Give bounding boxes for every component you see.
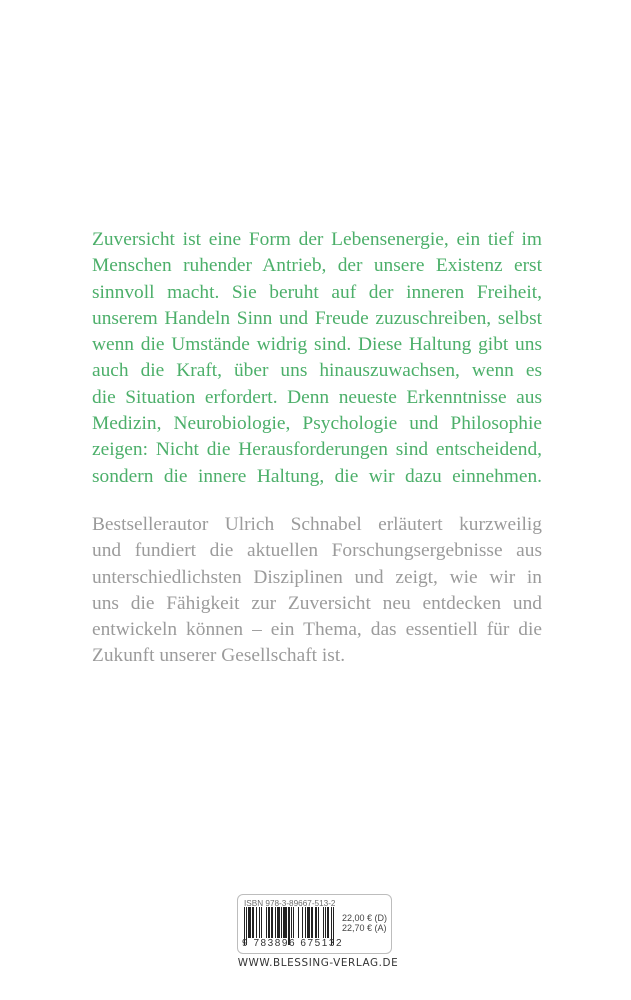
blurb-line: zeigen: Nicht die Herausforderungen sind entscheidend, [92, 439, 542, 461]
barcode-bar [281, 907, 282, 938]
blurb-line: Bestsellerautor Ulrich Schnabel erläutert kurzweilig [92, 514, 542, 535]
blurb-line: die Situation erfordert. Denn neueste Erkenntnisse aus [92, 386, 542, 408]
blurb-line: und fundiert die aktuellen Forschungsergebnisse aus [92, 540, 542, 562]
barcode-bar [266, 907, 267, 938]
blurb-line: Medizin, Neurobiologie, Psychologie und Philosophie [92, 413, 542, 435]
blurb-line: unterschiedlichsten Disziplinen und zeigt, wie wir in [92, 566, 542, 588]
barcode-bar [325, 907, 326, 938]
barcode-bar [286, 907, 287, 938]
price-germany: 22,00 € (D) [342, 913, 388, 923]
barcode-bar [302, 907, 303, 938]
barcode-bar [312, 907, 313, 938]
blurb-line: unserem Handeln Sinn und Freude zuzuschreiben, selbst [92, 307, 542, 329]
blurb-paragraph-2 [92, 512, 542, 670]
isbn-number: ISBN 978-3-89667-513-2 [244, 899, 336, 908]
barcode-label [237, 894, 392, 954]
barcode-bar [291, 907, 292, 938]
barcode-bar [298, 907, 299, 938]
barcode-bar [305, 907, 306, 938]
barcode-bar [279, 907, 280, 938]
barcode-bar [293, 907, 294, 938]
barcode-bar [256, 907, 257, 938]
barcode-bar [323, 907, 324, 938]
barcode-bar [316, 907, 317, 938]
publisher-url: WWW.BLESSING-VERLAG.DE [237, 957, 399, 969]
barcode-bar [259, 907, 260, 938]
blurb-paragraph-1 [92, 227, 542, 490]
blurb-line: Zuversicht ist eine Form der Lebensenergie, ein tief im [92, 229, 542, 250]
barcode-bar [253, 907, 254, 938]
blurb-line: uns die Fähigkeit zur Zuversicht neu entdecken und [92, 592, 542, 614]
barcode-digits: 9 783896 675132 [242, 938, 344, 949]
price-austria: 22,70 € (A) [342, 923, 387, 933]
barcode-bar [269, 907, 270, 938]
blurb-line: sondern die innere Haltung, die wir dazu einnehmen. [92, 465, 542, 487]
barcode-bar [309, 907, 310, 938]
blurb-line: entwickeln können – ein Thema, das essentiell für die [92, 619, 542, 641]
blurb-line: auch die Kraft, über uns hinauszuwachsen, wenn es [92, 360, 542, 382]
blurb-line: Zukunft unserer Gesellschaft ist. [92, 645, 346, 667]
barcode-bar [250, 907, 251, 938]
barcode-bar [318, 907, 319, 938]
blurb-line: sinnvoll macht. Sie beruht auf der inneren Freiheit, [92, 281, 542, 303]
barcode-bar [328, 907, 329, 938]
barcode-bar [272, 907, 273, 938]
barcode-bar [275, 907, 276, 938]
blurb-line: Menschen ruhender Antrieb, der unsere Existenz erst [92, 255, 542, 277]
blurb-line: wenn die Umstände widrig sind. Diese Haltung gibt uns [92, 334, 542, 356]
barcode-bar [261, 907, 262, 938]
